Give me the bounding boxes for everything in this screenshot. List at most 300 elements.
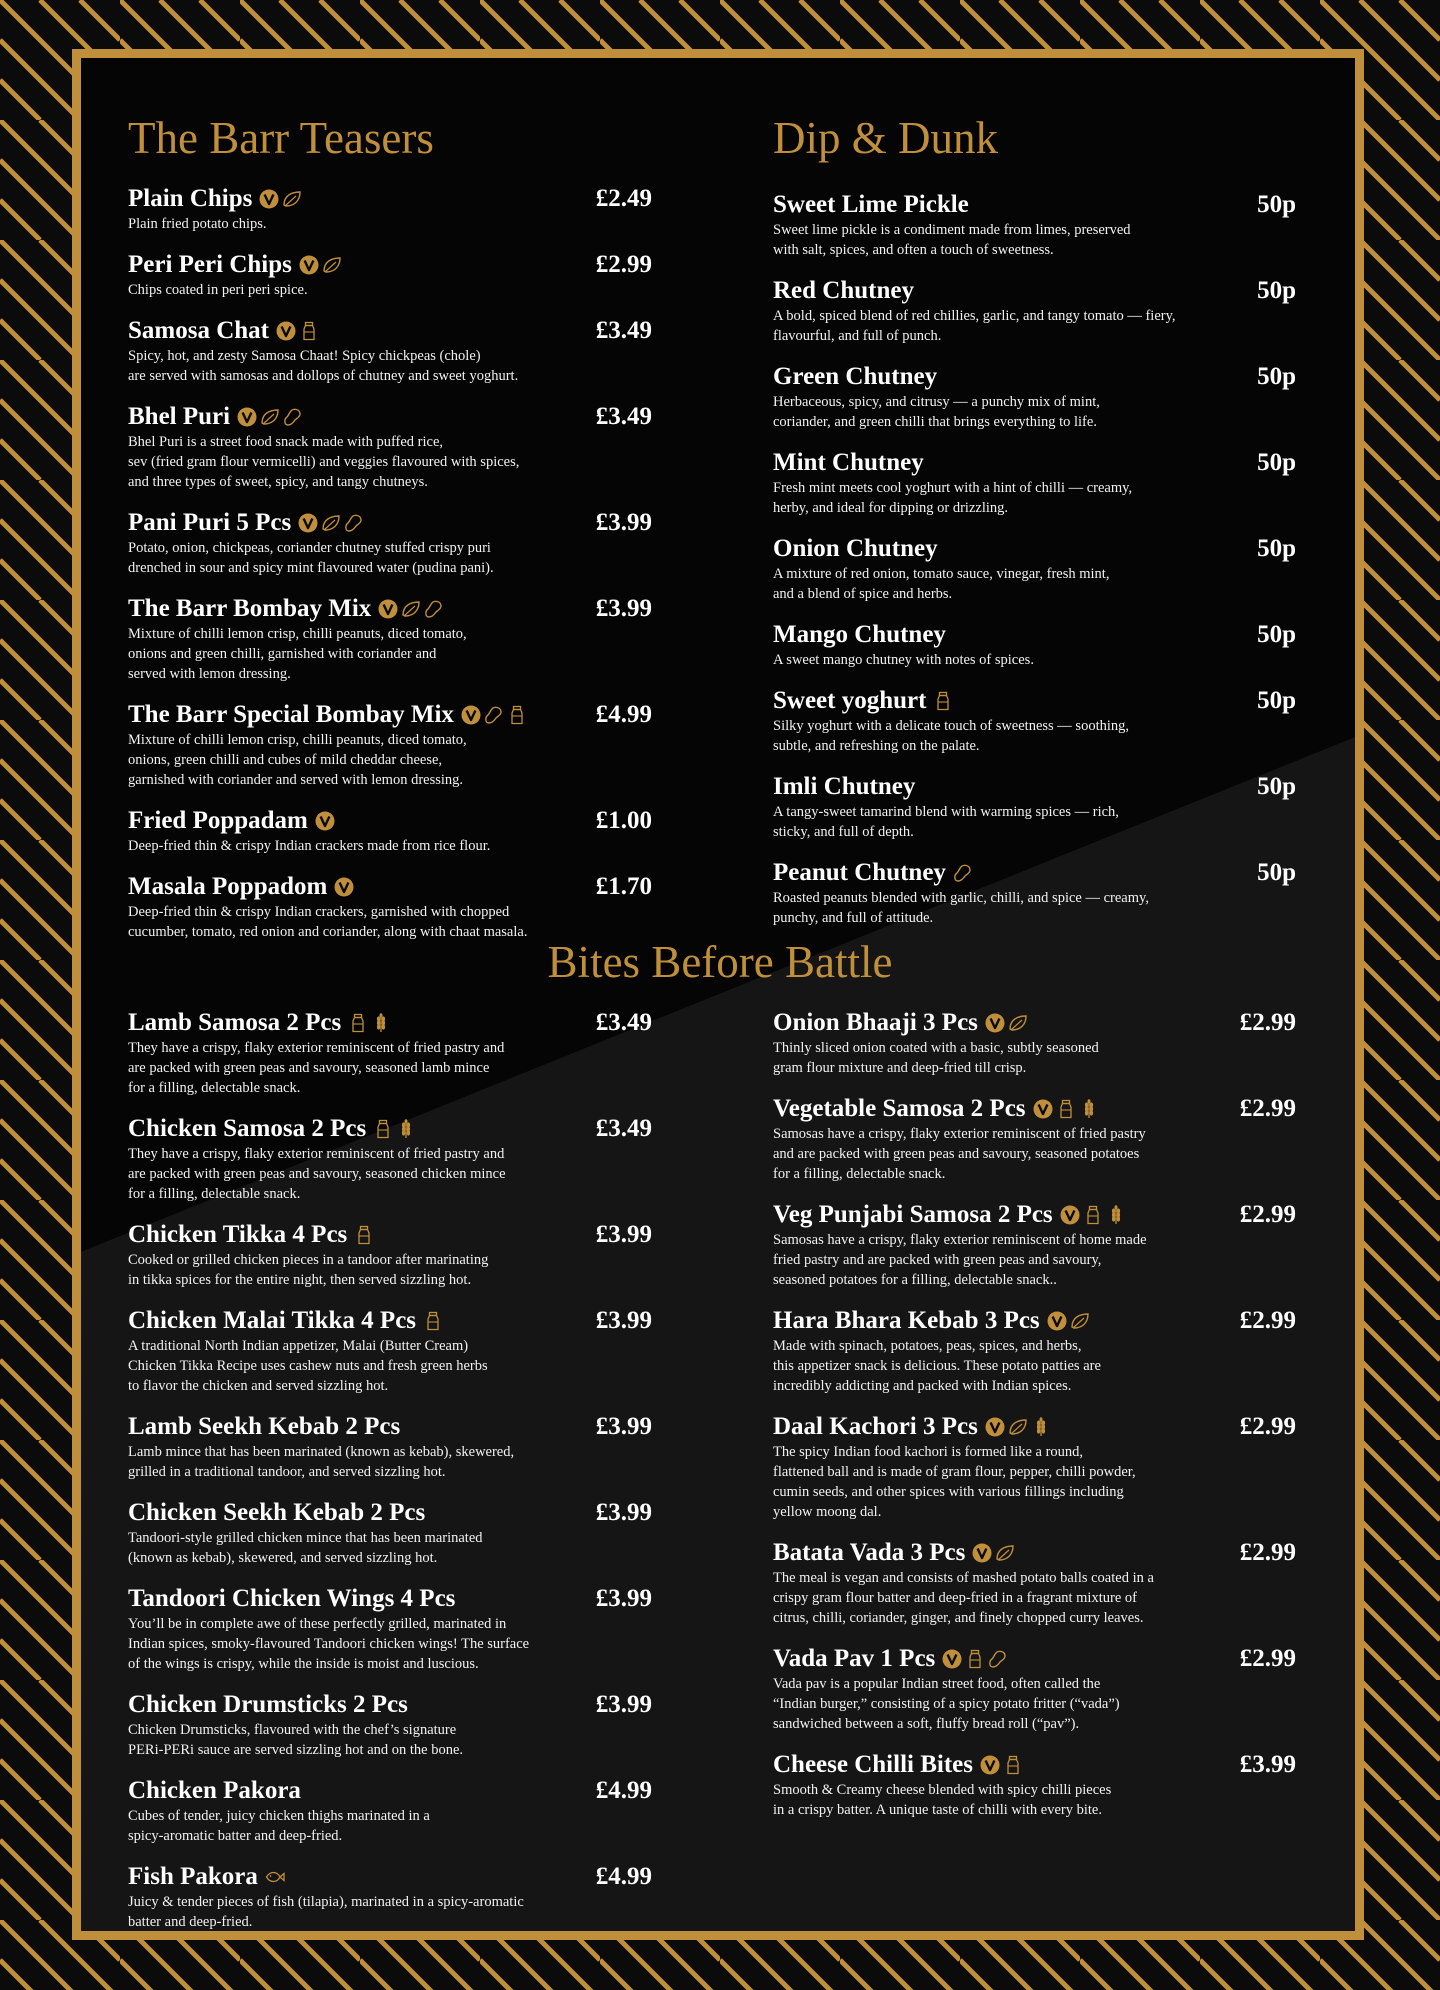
description-line: sticky, and full of depth. <box>773 824 914 840</box>
menu-item-header <box>128 1412 652 1442</box>
menu-item-header <box>773 1750 1296 1780</box>
description-line: (known as kebab), skewered, and served sizzling hot. <box>128 1550 438 1566</box>
vegetarian-icon <box>461 705 481 725</box>
description-line: sev (fried gram flour vermicelli) and veggies flavoured with spices, <box>128 454 520 470</box>
vegetarian-icon <box>334 877 354 897</box>
dietary-icons <box>334 877 354 897</box>
peanut-icon <box>344 513 364 533</box>
menu-item-pani-puri-5-pcs <box>128 508 652 578</box>
vegetarian-icon <box>315 811 335 831</box>
menu-item-header <box>773 1200 1296 1230</box>
milk-icon <box>299 321 319 341</box>
item-name: Peanut Chutney <box>773 859 946 886</box>
description-line: served with lemon dressing. <box>128 666 291 682</box>
menu-item-header <box>128 1498 652 1528</box>
item-description <box>773 1038 1296 1078</box>
item-price: 50p <box>1257 277 1296 304</box>
vegetarian-icon <box>980 1755 1000 1775</box>
menu-item-header <box>128 806 652 836</box>
menu-item-header <box>128 594 652 624</box>
description-line: onions, green chilli and cubes of mild cheddar cheese, <box>128 752 443 768</box>
item-price: £3.99 <box>595 595 652 622</box>
menu-item-batata-vada-3-pcs <box>773 1538 1296 1628</box>
milk-icon <box>423 1311 443 1331</box>
description-line: Silky yoghurt with a delicate touch of sweetness — soothing, <box>773 718 1130 734</box>
menu-item-header <box>128 402 652 432</box>
item-description <box>128 538 652 578</box>
item-name: Vegetable Samosa 2 Pcs <box>773 1095 1026 1122</box>
item-price: £2.99 <box>595 251 652 278</box>
item-description <box>773 1336 1296 1396</box>
vegetarian-icon <box>237 407 257 427</box>
item-name: Plain Chips <box>128 185 253 212</box>
item-name: Green Chutney <box>773 363 938 390</box>
menu-item-header <box>773 686 1296 716</box>
description-line: to flavor the chicken and served sizzling hot. <box>128 1378 389 1394</box>
dietary-icons <box>354 1225 374 1245</box>
description-line: The meal is vegan and consists of mashed potato balls coated in a <box>773 1570 1154 1586</box>
item-description <box>128 214 652 234</box>
description-line: Samosas have a crispy, flaky exterior reminiscent of home made <box>773 1232 1147 1248</box>
leaf-icon <box>321 513 341 533</box>
dietary-icons <box>259 189 302 209</box>
wheat-icon <box>1031 1417 1051 1437</box>
item-price: £2.99 <box>1239 1539 1296 1566</box>
description-line: Vada pav is a popular Indian street food, often called the <box>773 1676 1101 1692</box>
item-price: £4.99 <box>595 1863 652 1890</box>
bites-title: Bites Before Battle <box>547 937 893 987</box>
item-name: Chicken Seekh Kebab 2 Pcs <box>128 1499 426 1526</box>
menu-item-fish-pakora <box>128 1862 652 1932</box>
description-line: A sweet mango chutney with notes of spices. <box>773 652 1034 668</box>
milk-icon <box>1083 1205 1103 1225</box>
item-name: Fish Pakora <box>128 1863 258 1890</box>
description-line: and three types of sweet, spicy, and tangy chutneys. <box>128 474 428 490</box>
menu-item-header <box>128 1862 652 1892</box>
item-description <box>128 1250 652 1290</box>
dietary-icons <box>953 863 973 883</box>
description-line: Herbaceous, spicy, and citrusy — a punchy mix of mint, <box>773 394 1100 410</box>
item-name: The Barr Bombay Mix <box>128 595 372 622</box>
description-line: Potato, onion, chickpeas, coriander chutney stuffed crispy puri <box>128 540 491 556</box>
vegetarian-icon <box>276 321 296 341</box>
description-line: The spicy Indian food kachori is formed like a round, <box>773 1444 1084 1460</box>
menu-item-mango-chutney <box>773 620 1296 670</box>
item-price: 50p <box>1257 191 1296 218</box>
item-description <box>128 902 652 942</box>
item-price: 50p <box>1257 621 1296 648</box>
menu-item-fried-poppadam <box>128 806 652 856</box>
menu-item-header <box>773 276 1296 306</box>
menu-item-onion-chutney <box>773 534 1296 604</box>
item-description <box>773 888 1296 928</box>
item-name: Red Chutney <box>773 277 914 304</box>
menu-item-header <box>773 1008 1296 1038</box>
item-description <box>128 836 652 856</box>
item-price: £2.99 <box>1239 1413 1296 1440</box>
description-line: and are packed with green peas and savoury, seasoned potatoes <box>773 1146 1140 1162</box>
vegetarian-icon <box>942 1649 962 1669</box>
description-line: Tandoori-style grilled chicken mince that has been marinated <box>128 1530 483 1546</box>
description-line: Chicken Drumsticks, flavoured with the chef’s signature <box>128 1722 457 1738</box>
item-price: £2.99 <box>1239 1009 1296 1036</box>
leaf-icon <box>1008 1013 1028 1033</box>
vegetarian-icon <box>985 1013 1005 1033</box>
description-line: A mixture of red onion, tomato sauce, vinegar, fresh mint, <box>773 566 1110 582</box>
leaf-icon <box>995 1543 1015 1563</box>
milk-icon <box>507 705 527 725</box>
description-line: Mixture of chilli lemon crisp, chilli peanuts, diced tomato, <box>128 732 467 748</box>
item-name: Bhel Puri <box>128 403 231 430</box>
item-price: £3.99 <box>595 509 652 536</box>
description-line: herby, and ideal for dipping or drizzling. <box>773 500 1009 516</box>
item-name: Mango Chutney <box>773 621 946 648</box>
menu-item-header <box>773 448 1296 478</box>
menu-item-header <box>773 1538 1296 1568</box>
leaf-icon <box>401 599 421 619</box>
item-price: £3.49 <box>595 317 652 344</box>
description-line: cumin seeds, and other spices with various fillings including <box>773 1484 1124 1500</box>
description-line: are packed with green peas and savoury, seasoned lamb mince <box>128 1060 490 1076</box>
item-name: Veg Punjabi Samosa 2 Pcs <box>773 1201 1053 1228</box>
description-line: Cooked or grilled chicken pieces in a tandoor after marinating <box>128 1252 489 1268</box>
item-price: £3.99 <box>595 1499 652 1526</box>
description-line: yellow moong dal. <box>773 1504 882 1520</box>
description-line: Chips coated in peri peri spice. <box>128 282 308 298</box>
menu-item-header <box>128 508 652 538</box>
dietary-icons <box>315 811 335 831</box>
description-line: Juicy & tender pieces of fish (tilapia), marinated in a spicy-aromatic <box>128 1894 524 1910</box>
description-line: in tikka spices for the entire night, then served sizzling hot. <box>128 1272 472 1288</box>
menu-item-cheese-chilli-bites <box>773 1750 1296 1820</box>
item-description <box>773 392 1296 432</box>
menu-item-lamb-seekh-kebab-2-pcs <box>128 1412 652 1482</box>
menu-item-hara-bhara-kebab-3-pcs <box>773 1306 1296 1396</box>
milk-icon <box>354 1225 374 1245</box>
description-line: cucumber, tomato, red onion and coriander, along with chaat masala. <box>128 924 528 940</box>
description-line: with salt, spices, and often a touch of sweetness. <box>773 242 1054 258</box>
item-price: £3.99 <box>1239 1751 1296 1778</box>
item-price: £2.99 <box>1239 1095 1296 1122</box>
dietary-icons <box>980 1755 1023 1775</box>
item-price: £3.99 <box>595 1413 652 1440</box>
vegetarian-icon <box>985 1417 1005 1437</box>
item-description <box>128 1528 652 1568</box>
dietary-icons <box>276 321 319 341</box>
menu-item-lamb-samosa-2-pcs <box>128 1008 652 1098</box>
item-description <box>128 280 652 300</box>
description-line: Roasted peanuts blended with garlic, chilli, and spice — creamy, <box>773 890 1149 906</box>
dips-list <box>773 190 1296 928</box>
menu-item-header <box>773 190 1296 220</box>
item-description <box>773 1230 1296 1290</box>
item-price: £3.49 <box>595 1009 652 1036</box>
description-line: onions and green chilli, garnished with coriander and <box>128 646 437 662</box>
menu-item-daal-kachori-3-pcs <box>773 1412 1296 1522</box>
item-name: Chicken Tikka 4 Pcs <box>128 1221 348 1248</box>
vegetarian-icon <box>299 255 319 275</box>
item-name: Cheese Chilli Bites <box>773 1751 973 1778</box>
item-price: 50p <box>1257 363 1296 390</box>
menu-item-chicken-samosa-2-pcs <box>128 1114 652 1204</box>
bites-right-list <box>773 1008 1296 1820</box>
dietary-icons <box>933 691 953 711</box>
leaf-icon <box>260 407 280 427</box>
item-name: Sweet yoghurt <box>773 687 927 714</box>
dietary-icons <box>461 705 527 725</box>
description-line: Deep-fried thin & crispy Indian crackers made from rice flour. <box>128 838 491 854</box>
description-line: They have a crispy, flaky exterior reminiscent of fried pastry and <box>128 1146 505 1162</box>
menu-item-header <box>128 872 652 902</box>
leaf-icon <box>1008 1417 1028 1437</box>
peanut-icon <box>283 407 303 427</box>
item-description <box>773 802 1296 842</box>
item-name: Lamb Samosa 2 Pcs <box>128 1009 342 1036</box>
menu-item-red-chutney <box>773 276 1296 346</box>
teasers-title: The Barr Teasers <box>128 113 434 163</box>
description-line: Smooth & Creamy cheese blended with spicy chilli pieces <box>773 1782 1112 1798</box>
item-name: Fried Poppadam <box>128 807 308 834</box>
item-name: Hara Bhara Kebab 3 Pcs <box>773 1307 1040 1334</box>
menu-item-header <box>128 700 652 730</box>
description-line: Indian spices, smoky-flavoured Tandoori chicken wings! The surface <box>128 1636 530 1652</box>
description-line: incredibly addicting and packed with Indian spices. <box>773 1378 1072 1394</box>
milk-icon <box>933 691 953 711</box>
item-price: £1.00 <box>595 807 652 834</box>
leaf-icon <box>322 255 342 275</box>
item-description <box>128 1720 652 1760</box>
menu-item-mint-chutney <box>773 448 1296 518</box>
dietary-icons <box>423 1311 443 1331</box>
item-description <box>128 730 652 790</box>
description-line: A traditional North Indian appetizer, Malai (Butter Cream) <box>128 1338 469 1354</box>
milk-icon <box>373 1119 393 1139</box>
menu-item-imli-chutney <box>773 772 1296 842</box>
dietary-icons <box>1033 1099 1099 1119</box>
description-line: are packed with green peas and savoury, seasoned chicken mince <box>128 1166 506 1182</box>
item-description <box>773 1674 1296 1734</box>
item-name: Tandoori Chicken Wings 4 Pcs <box>128 1585 456 1612</box>
description-line: You’ll be in complete awe of these perfectly grilled, marinated in <box>128 1616 507 1632</box>
item-description <box>128 1806 652 1846</box>
description-line: batter and deep-fried. <box>128 1914 253 1930</box>
menu-item-onion-bhaaji-3-pcs <box>773 1008 1296 1078</box>
menu-item-chicken-tikka-4-pcs <box>128 1220 652 1290</box>
menu-item-vada-pav-1-pcs <box>773 1644 1296 1734</box>
peanut-icon <box>424 599 444 619</box>
teasers-list <box>128 184 652 942</box>
description-line: Plain fried potato chips. <box>128 216 267 232</box>
menu-item-chicken-pakora <box>128 1776 652 1846</box>
dietary-icons <box>1060 1205 1126 1225</box>
menu-item-the-barr-bombay-mix <box>128 594 652 684</box>
description-line: flattened ball and is made of gram flour, pepper, chilli powder, <box>773 1464 1136 1480</box>
description-line: Samosas have a crispy, flaky exterior reminiscent of fried pastry <box>773 1126 1146 1142</box>
menu-item-chicken-drumsticks-2-pcs <box>128 1690 652 1760</box>
description-line: subtle, and refreshing on the palate. <box>773 738 980 754</box>
item-price: £2.99 <box>1239 1307 1296 1334</box>
item-name: Lamb Seekh Kebab 2 Pcs <box>128 1413 401 1440</box>
item-description <box>128 1614 652 1674</box>
vegetarian-icon <box>298 513 318 533</box>
item-description <box>128 1336 652 1396</box>
dietary-icons <box>237 407 303 427</box>
item-description <box>773 478 1296 518</box>
dietary-icons <box>985 1013 1028 1033</box>
wheat-icon <box>371 1013 391 1033</box>
wheat-icon <box>396 1119 416 1139</box>
item-name: Sweet Lime Pickle <box>773 191 969 218</box>
menu-item-header <box>128 1114 652 1144</box>
dips-title: Dip & Dunk <box>773 113 998 163</box>
description-line: flavourful, and full of punch. <box>773 328 942 344</box>
menu-item-header <box>773 362 1296 392</box>
item-price: £2.99 <box>1239 1645 1296 1672</box>
item-description <box>773 650 1296 670</box>
description-line: and a blend of spice and herbs. <box>773 586 953 602</box>
item-description <box>128 346 652 386</box>
menu-item-header <box>128 316 652 346</box>
item-price: £4.99 <box>595 701 652 728</box>
dietary-icons <box>378 599 444 619</box>
menu-item-header <box>128 1690 652 1720</box>
peanut-icon <box>953 863 973 883</box>
item-price: £4.99 <box>595 1777 652 1804</box>
description-line: Lamb mince that has been marinated (known as kebab), skewered, <box>128 1444 515 1460</box>
description-line: this appetizer snack is delicious. These potato patties are <box>773 1358 1101 1374</box>
dietary-icons <box>298 513 364 533</box>
description-line: grilled in a traditional tandoor, and served sizzling hot. <box>128 1464 446 1480</box>
description-line: crispy gram flour batter and deep-fried in a fragrant mixture of <box>773 1590 1137 1606</box>
menu-item-header <box>773 1094 1296 1124</box>
item-name: Onion Bhaaji 3 Pcs <box>773 1009 978 1036</box>
menu-item-header <box>128 1008 652 1038</box>
description-line: “Indian burger,” consisting of a spicy potato fritter (“vada”) <box>773 1696 1120 1712</box>
item-name: Masala Poppadom <box>128 873 328 900</box>
item-description <box>773 716 1296 756</box>
dietary-icons <box>942 1649 1008 1669</box>
description-line: PERi-PERi sauce are served sizzling hot and on the bone. <box>128 1742 464 1758</box>
milk-icon <box>1056 1099 1076 1119</box>
description-line: Deep-fried thin & crispy Indian crackers, garnished with chopped <box>128 904 510 920</box>
description-line: A tangy-sweet tamarind blend with warming spices — rich, <box>773 804 1119 820</box>
description-line: in a crispy batter. A unique taste of chilli with every bite. <box>773 1802 1102 1818</box>
menu-item-header <box>773 534 1296 564</box>
description-line: Cubes of tender, juicy chicken thighs marinated in a <box>128 1808 430 1824</box>
menu-item-header <box>128 250 652 280</box>
item-name: Chicken Pakora <box>128 1777 301 1804</box>
item-description <box>128 432 652 492</box>
item-description <box>773 1442 1296 1522</box>
item-description <box>773 1568 1296 1628</box>
menu-item-bhel-puri <box>128 402 652 492</box>
dietary-icons <box>1047 1311 1090 1331</box>
vegetarian-icon <box>1047 1311 1067 1331</box>
peanut-icon <box>484 705 504 725</box>
description-line: seasoned potatoes for a filling, delectable snack.. <box>773 1272 1057 1288</box>
description-line: drenched in sour and spicy mint flavoured water (pudina pani). <box>128 560 494 576</box>
item-name: Onion Chutney <box>773 535 938 562</box>
item-name: Pani Puri 5 Pcs <box>128 509 292 536</box>
menu-item-masala-poppadom <box>128 872 652 942</box>
item-description <box>128 1144 652 1204</box>
milk-icon <box>1003 1755 1023 1775</box>
vegetarian-icon <box>378 599 398 619</box>
menu-item-header <box>128 1220 652 1250</box>
description-line: are served with samosas and dollops of chutney and sweet yoghurt. <box>128 368 519 384</box>
vegetarian-icon <box>259 189 279 209</box>
item-name: Peri Peri Chips <box>128 251 292 278</box>
fish-icon <box>265 1867 285 1887</box>
description-line: Chicken Tikka Recipe uses cashew nuts and fresh green herbs <box>128 1358 488 1374</box>
item-description <box>128 1892 652 1932</box>
item-price: £2.49 <box>595 185 652 212</box>
description-line: A bold, spiced blend of red chillies, garlic, and tangy tomato — fiery, <box>773 308 1176 324</box>
menu-item-chicken-malai-tikka-4-pcs <box>128 1306 652 1396</box>
item-price: £3.99 <box>595 1221 652 1248</box>
item-price: 50p <box>1257 535 1296 562</box>
menu-item-header <box>773 772 1296 802</box>
dietary-icons <box>265 1867 285 1887</box>
item-name: Vada Pav 1 Pcs <box>773 1645 936 1672</box>
menu-item-header <box>128 1776 652 1806</box>
description-line: They have a crispy, flaky exterior reminiscent of fried pastry and <box>128 1040 505 1056</box>
menu-item-peri-peri-chips <box>128 250 652 300</box>
menu-item-header <box>128 1306 652 1336</box>
dietary-icons <box>373 1119 416 1139</box>
dietary-icons <box>348 1013 391 1033</box>
item-description <box>773 306 1296 346</box>
peanut-icon <box>988 1649 1008 1669</box>
menu-item-header <box>773 1644 1296 1674</box>
dietary-icons <box>985 1417 1051 1437</box>
menu-item-header <box>128 1584 652 1614</box>
menu-item-sweet-yoghurt <box>773 686 1296 756</box>
description-line: sandwiched between a soft, fluffy bread roll (“pav”). <box>773 1716 1080 1732</box>
item-description <box>128 1442 652 1482</box>
vegetarian-icon <box>1060 1205 1080 1225</box>
description-line: Spicy, hot, and zesty Samosa Chaat! Spicy chickpeas (chole) <box>128 348 481 364</box>
menu-item-tandoori-chicken-wings-4-pcs <box>128 1584 652 1674</box>
item-name: Batata Vada 3 Pcs <box>773 1539 966 1566</box>
leaf-icon <box>1070 1311 1090 1331</box>
item-name: Imli Chutney <box>773 773 916 800</box>
description-line: Bhel Puri is a street food snack made with puffed rice, <box>128 434 444 450</box>
menu-item-the-barr-special-bombay-mix <box>128 700 652 790</box>
menu-item-header <box>773 1412 1296 1442</box>
description-line: of the wings is crispy, while the inside is moist and luscious. <box>128 1656 479 1672</box>
item-price: 50p <box>1257 773 1296 800</box>
item-price: 50p <box>1257 687 1296 714</box>
item-name: Chicken Malai Tikka 4 Pcs <box>128 1307 417 1334</box>
item-name: Chicken Drumsticks 2 Pcs <box>128 1691 408 1718</box>
menu-item-samosa-chat <box>128 316 652 386</box>
dietary-icons <box>299 255 342 275</box>
item-name: Samosa Chat <box>128 317 269 344</box>
item-name: Mint Chutney <box>773 449 924 476</box>
item-price: £3.49 <box>595 403 652 430</box>
item-name: Chicken Samosa 2 Pcs <box>128 1115 367 1142</box>
description-line: citrus, chilli, coriander, ginger, and finely chopped curry leaves. <box>773 1610 1144 1626</box>
menu-item-vegetable-samosa-2-pcs <box>773 1094 1296 1184</box>
menu-item-plain-chips <box>128 184 652 234</box>
item-description <box>773 1124 1296 1184</box>
description-line: spicy-aromatic batter and deep-fried. <box>128 1828 343 1844</box>
description-line: for a filling, delectable snack. <box>773 1166 946 1182</box>
menu-item-sweet-lime-pickle <box>773 190 1296 260</box>
wheat-icon <box>1106 1205 1126 1225</box>
item-description <box>128 624 652 684</box>
